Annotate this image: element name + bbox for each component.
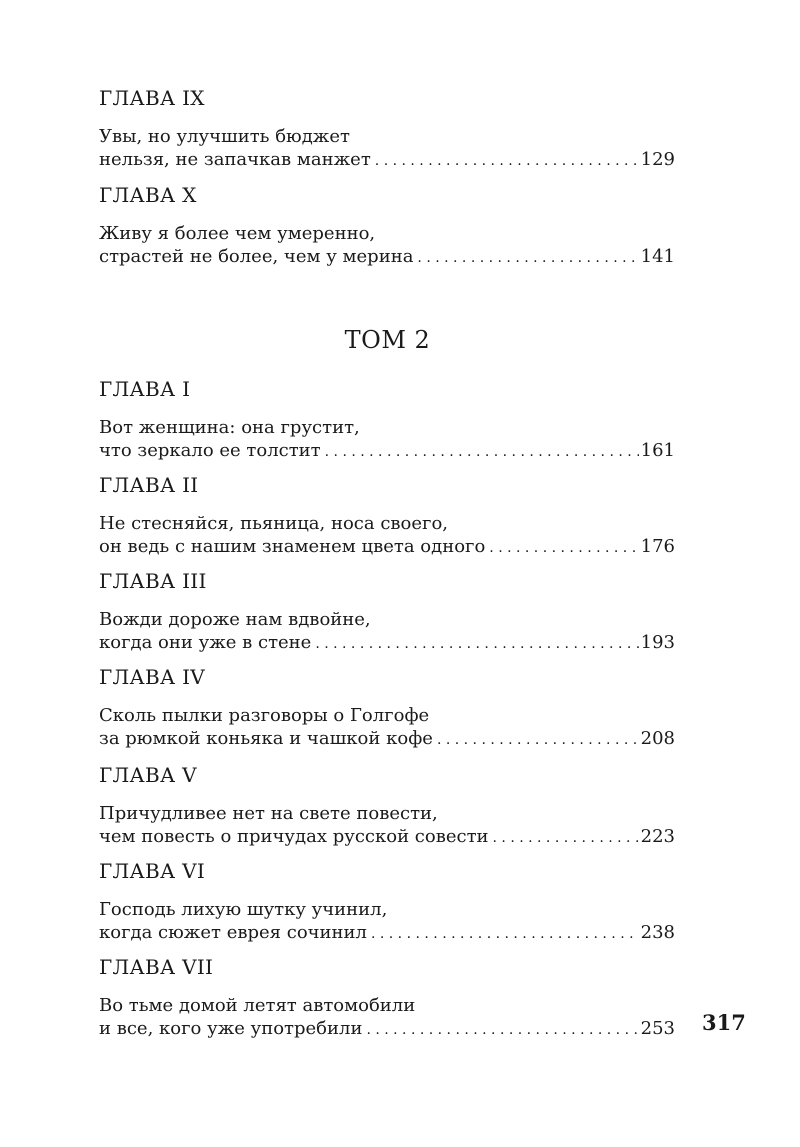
- chapter-title: ГЛАВА V: [99, 763, 197, 787]
- chapter-title: ГЛАВА X: [99, 183, 197, 207]
- toc-line: [99, 921, 675, 946]
- toc-line: [99, 245, 675, 270]
- page-number: 238: [640, 922, 675, 943]
- chapter-subtitle-line: когда сюжет еврея сочинил: [99, 922, 367, 943]
- page-number: 129: [640, 149, 675, 170]
- chapter-subtitle-line: Увы, но улучшить бюджет: [99, 126, 350, 147]
- page-number: 193: [640, 632, 675, 653]
- dot-leader: [371, 921, 639, 946]
- chapter-subtitle-line: Сколь пылки разговоры о Голгофе: [99, 705, 430, 726]
- chapter-title: ГЛАВА VI: [99, 859, 206, 883]
- dot-leader: [366, 1017, 638, 1042]
- chapter-title: ГЛАВА I: [99, 377, 191, 401]
- chapter-title: ГЛАВА IX: [99, 86, 205, 110]
- toc-entry: [99, 859, 675, 946]
- chapter-subtitle-line: чем повесть о причудах русской совести: [99, 826, 489, 847]
- page-folio: 317: [702, 1010, 746, 1035]
- chapter-subtitle-line: Живу я более чем умеренно,: [99, 223, 376, 244]
- toc-entry: [99, 569, 675, 656]
- toc-entry: [99, 955, 675, 1042]
- chapter-subtitle-line: страстей не более, чем у мерина: [99, 246, 414, 267]
- chapter-title: ГЛАВА VII: [99, 955, 214, 979]
- chapter-subtitle-line: что зеркало ее толстит: [99, 440, 321, 461]
- chapter-title: ГЛАВА IV: [99, 665, 206, 689]
- dot-leader: [315, 631, 638, 656]
- page-number: 161: [640, 440, 675, 461]
- toc-entry: [99, 473, 675, 560]
- chapter-subtitle-line: нельзя, не запачкав манжет: [99, 149, 371, 170]
- toc-line: [99, 439, 675, 464]
- page-number: 208: [640, 728, 675, 749]
- page-number: 253: [640, 1018, 675, 1039]
- dot-leader: [437, 727, 639, 752]
- chapter-subtitle-line: когда они уже в стене: [99, 632, 312, 653]
- page-number: 141: [640, 246, 675, 267]
- toc-line: [99, 825, 675, 850]
- page-number: 176: [640, 536, 675, 557]
- chapter-subtitle-line: он ведь с нашим знаменем цвета одного: [99, 536, 486, 557]
- dot-leader: [375, 148, 639, 173]
- toc-line: [99, 148, 675, 173]
- toc-line: [99, 535, 675, 560]
- page-number: 223: [640, 826, 675, 847]
- chapter-subtitle-line: Господь лихую шутку учинил,: [99, 899, 388, 920]
- toc-line: [99, 631, 675, 656]
- chapter-subtitle-line: Вот женщина: она грустит,: [99, 417, 360, 438]
- chapter-subtitle-line: за рюмкой коньяка и чашкой кофе: [99, 728, 433, 749]
- chapter-title: ГЛАВА III: [99, 569, 207, 593]
- toc-entry: [99, 763, 675, 850]
- chapter-title: ГЛАВА II: [99, 473, 199, 497]
- toc-line: [99, 727, 675, 752]
- dot-leader: [489, 535, 638, 560]
- dot-leader: [493, 825, 639, 850]
- toc-entry: [99, 183, 675, 270]
- toc-line: [99, 1017, 675, 1042]
- toc-entry: [99, 665, 675, 752]
- toc-entry: [99, 86, 675, 173]
- dot-leader: [417, 245, 638, 270]
- chapter-subtitle-line: Причудливее нет на свете повести,: [99, 803, 438, 824]
- chapter-subtitle-line: и все, кого уже употребили: [99, 1018, 363, 1039]
- chapter-subtitle-line: Не стесняйся, пьяница, носа своего,: [99, 513, 449, 534]
- chapter-subtitle-line: Во тьме домой летят автомобили: [99, 995, 416, 1016]
- dot-leader: [325, 439, 639, 464]
- volume-title: ТОМ 2: [344, 326, 431, 354]
- toc-entry: [99, 377, 675, 464]
- chapter-subtitle-line: Вожди дороже нам вдвойне,: [99, 609, 371, 630]
